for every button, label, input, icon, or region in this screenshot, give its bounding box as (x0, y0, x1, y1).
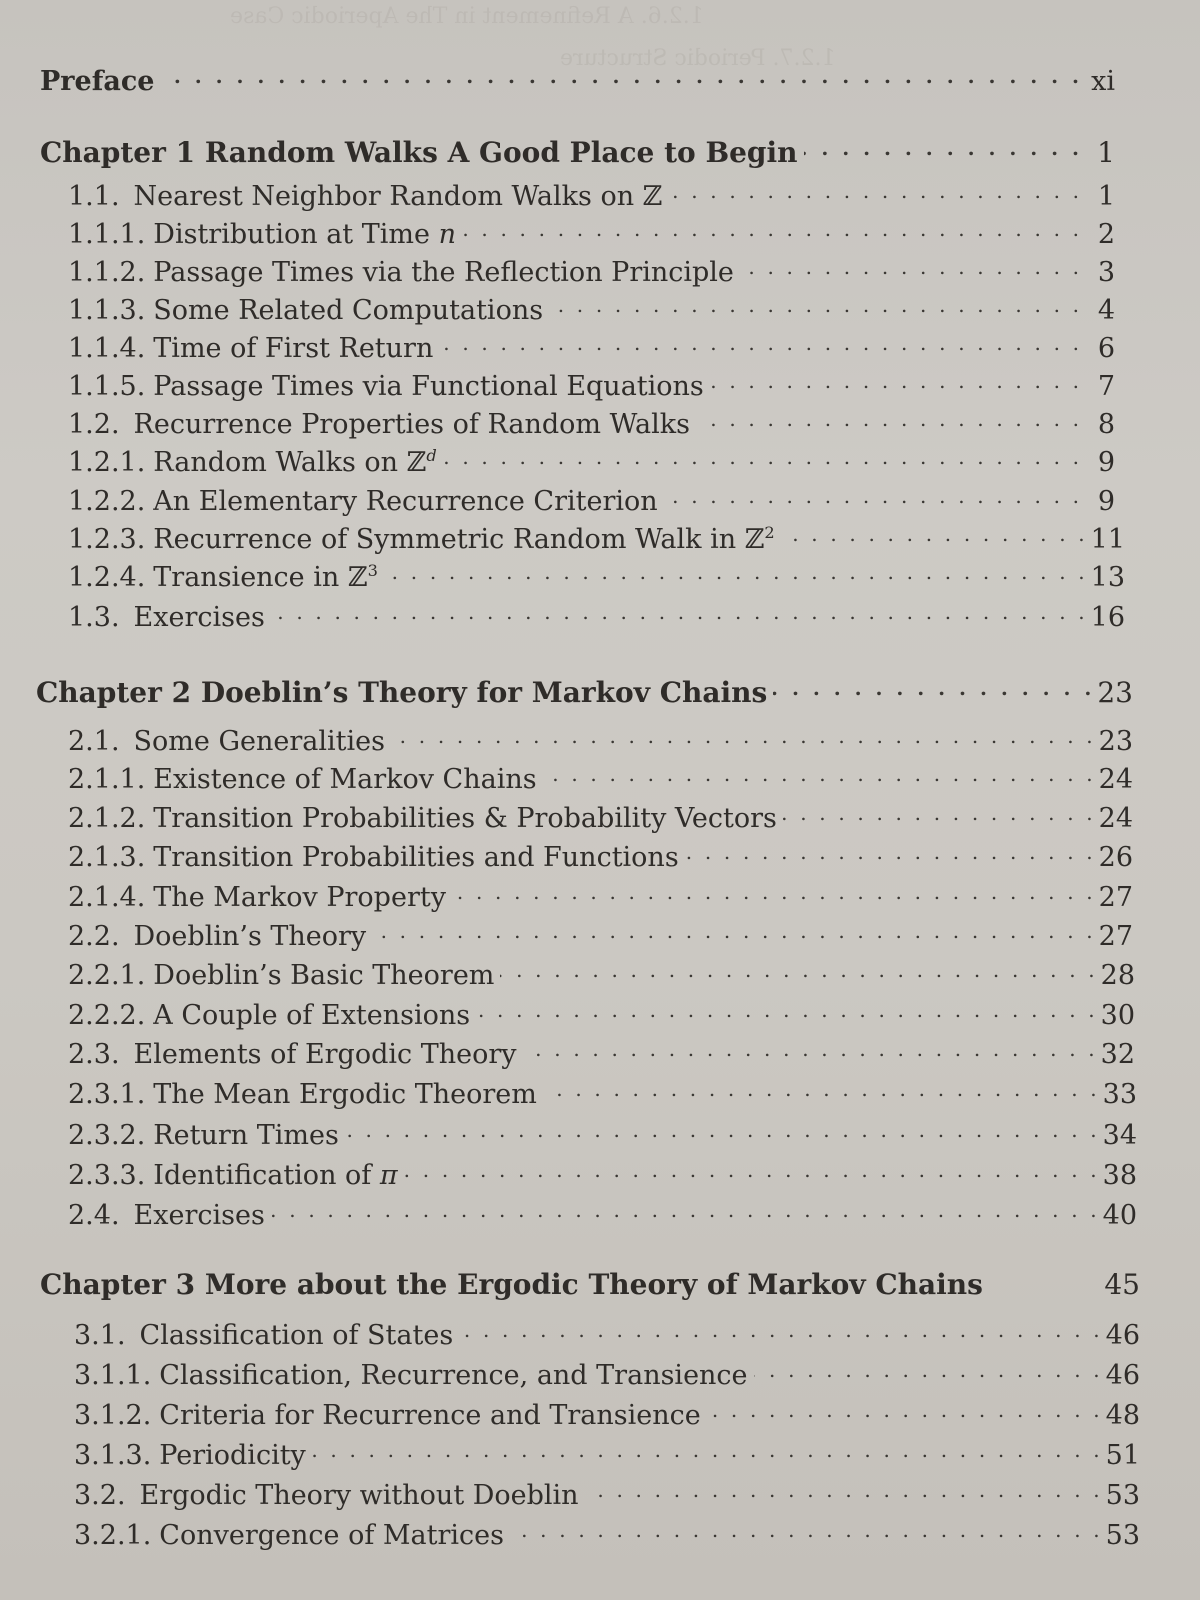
ghost-line: 1.2.7. Periodic Structure (560, 46, 836, 71)
entry-number: 2.1. (68, 726, 120, 757)
toc-entry[interactable] (74, 1320, 1140, 1351)
chapter-title: Chapter 3 More about the Ergodic Theory of Markov Chains (40, 1268, 983, 1301)
entry-title: Exercises (133, 1200, 265, 1231)
page-number: 23 (1097, 676, 1133, 709)
toc-entry[interactable] (68, 1000, 1135, 1031)
toc-entry[interactable] (68, 842, 1133, 873)
entry-title: Ergodic Theory without Doeblin (139, 1480, 579, 1511)
entry-number: 2.3.2. (68, 1120, 146, 1151)
page-number: 28 (1100, 960, 1135, 991)
toc-entry[interactable] (68, 257, 1115, 288)
entry-title: Doeblin’s Basic Theorem (153, 960, 495, 991)
page-number: 30 (1100, 1000, 1135, 1031)
entry-title: Transition Probabilities & Probability Vectors (153, 803, 777, 834)
dot-leader (710, 369, 1079, 393)
entry-title: Nearest Neighbor Random Walks on (133, 181, 643, 212)
page-number: 26 (1098, 842, 1133, 873)
page-number: 23 (1098, 726, 1133, 757)
entry-number: 1.2. (68, 409, 120, 440)
entry-title: Return Times (153, 1120, 339, 1151)
entry-title: Time of First Return (153, 333, 434, 364)
page-number: 16 (1090, 602, 1125, 633)
superscript: 2 (764, 523, 775, 542)
toc-entry[interactable] (74, 1440, 1140, 1471)
entry-title: The Markov Property (153, 882, 446, 913)
dot-leader (476, 998, 1095, 1022)
entry-number: 2.2.2. (68, 1000, 146, 1031)
toc-entry[interactable] (68, 409, 1115, 440)
entry-title: Periodicity (159, 1440, 306, 1471)
toc-entry[interactable] (68, 1039, 1135, 1070)
dot-leader (543, 1077, 1097, 1101)
chapter-heading-3[interactable] (40, 1268, 1140, 1301)
page-number: 46 (1105, 1360, 1140, 1391)
dot-leader (439, 331, 1079, 355)
dot-leader (783, 801, 1093, 825)
page-number: 9 (1097, 447, 1115, 478)
page-number: 33 (1102, 1079, 1137, 1110)
dot-leader (740, 255, 1079, 279)
math-symbol: ℤ (744, 524, 765, 555)
page-number: 45 (1104, 1268, 1140, 1301)
page-number: 8 (1097, 409, 1115, 440)
toc-entry[interactable] (68, 447, 1115, 478)
page-number: 13 (1090, 562, 1125, 593)
entry-number: 2.3.1. (68, 1079, 146, 1110)
entry-title: Identification of (153, 1160, 380, 1191)
entry-number: 2.2. (68, 921, 120, 952)
entry-number: 3.2.1. (74, 1520, 152, 1551)
page-number: 51 (1105, 1440, 1140, 1471)
entry-title: Distribution at Time (153, 219, 439, 250)
entry-number: 1.2.1. (68, 447, 146, 478)
entry-number: 1.2.2. (68, 486, 146, 517)
page-number: 4 (1097, 295, 1115, 326)
entry-number: 1.3. (68, 602, 120, 633)
entry-number: 3.1.1. (74, 1360, 152, 1391)
toc-entry[interactable] (68, 602, 1125, 633)
page-number: 32 (1100, 1039, 1135, 1070)
entry-number: 2.1.4. (68, 882, 146, 913)
dot-leader (707, 1398, 1100, 1422)
entry-title: Recurrence Properties of Random Walks (133, 409, 690, 440)
entry-number: 2.3. (68, 1039, 120, 1070)
dot-leader (668, 179, 1079, 203)
toc-entry[interactable] (68, 764, 1133, 795)
toc-entry[interactable] (68, 1200, 1137, 1231)
dot-leader (549, 293, 1079, 317)
toc-entry-preface[interactable] (40, 66, 1115, 97)
entry-number: 2.1.3. (68, 842, 146, 873)
toc-entry[interactable] (68, 562, 1125, 593)
dot-leader (345, 1118, 1097, 1142)
page-number: 46 (1105, 1320, 1140, 1351)
toc-entry[interactable] (68, 333, 1115, 364)
chapter-heading-2[interactable] (36, 676, 1133, 709)
entry-title: Existence of Markov Chains (153, 764, 537, 795)
dot-leader (459, 1318, 1099, 1342)
page-number: 34 (1102, 1120, 1137, 1151)
dot-leader (804, 136, 1079, 160)
page-number: 3 (1097, 257, 1115, 288)
toc-entry[interactable] (74, 1480, 1140, 1511)
toc-entry[interactable] (74, 1360, 1140, 1391)
entry-title: Exercises (133, 602, 265, 633)
dot-leader (384, 560, 1085, 584)
dot-leader (404, 1158, 1097, 1182)
entry-number: 1.1. (68, 181, 120, 212)
dot-leader (500, 958, 1094, 982)
entry-number: 2.4. (68, 1200, 120, 1231)
page-number: 53 (1105, 1480, 1140, 1511)
superscript: d (426, 446, 437, 465)
page-number: 48 (1105, 1400, 1140, 1431)
chapter-title: Chapter 1 Random Walks A Good Place to Begin (40, 136, 798, 169)
page-number: xi (1091, 66, 1115, 97)
entry-number: 2.1.2. (68, 803, 146, 834)
page-number: 24 (1098, 803, 1133, 834)
entry-number: 1.1.2. (68, 257, 146, 288)
page-number: 7 (1097, 371, 1115, 402)
dot-leader (312, 1438, 1100, 1462)
entry-title: Some Related Computations (153, 295, 544, 326)
toc-entry[interactable] (68, 960, 1135, 991)
entry-title: Transience in (153, 562, 348, 593)
entry-number: 1.1.1. (68, 219, 146, 250)
toc-entry[interactable] (68, 803, 1133, 834)
dot-leader (523, 1037, 1095, 1061)
dot-leader (271, 1198, 1097, 1222)
toc-entry[interactable] (68, 1079, 1137, 1110)
page-number: 11 (1090, 524, 1125, 555)
entry-title: Some Generalities (133, 726, 385, 757)
toc-entry[interactable] (68, 1160, 1137, 1191)
dot-leader (271, 600, 1085, 624)
dot-leader (462, 217, 1079, 241)
entry-number: 3.1.2. (74, 1400, 152, 1431)
toc-entry[interactable] (68, 1120, 1137, 1151)
toc-entry[interactable] (68, 486, 1115, 517)
dot-leader (696, 407, 1079, 431)
entry-title: Recurrence of Symmetric Random Walk in (153, 524, 745, 555)
toc-entry[interactable] (68, 181, 1115, 212)
toc-entry[interactable] (68, 726, 1133, 757)
entry-number: 1.1.3. (68, 295, 146, 326)
entry-title: Random Walks on (153, 447, 407, 478)
math-symbol: π (379, 1160, 398, 1191)
page-number: 6 (1097, 333, 1115, 364)
math-symbol: ℤ (347, 562, 368, 593)
page-number: 24 (1098, 764, 1133, 795)
entry-number: 1.2.4. (68, 562, 146, 593)
entry-title: The Mean Ergodic Theorem (153, 1079, 537, 1110)
entry-title: Transition Probabilities and Functions (153, 842, 679, 873)
entry-title: A Couple of Extensions (153, 1000, 471, 1031)
toc-entry[interactable] (68, 371, 1115, 402)
dot-leader (372, 919, 1092, 943)
entry-number: 1.1.4. (68, 333, 146, 364)
dot-leader (160, 64, 1079, 88)
entry-title: Preface (40, 66, 155, 97)
page-number: 1 (1097, 181, 1115, 212)
page-number: 2 (1097, 219, 1115, 250)
page-number: 27 (1098, 921, 1133, 952)
toc-entry[interactable] (68, 219, 1115, 250)
entry-title: Classification, Recurrence, and Transience (159, 1360, 748, 1391)
toc-entry[interactable] (68, 882, 1133, 913)
math-symbol: ℤ (642, 181, 663, 212)
dot-leader (585, 1478, 1100, 1502)
entry-title: An Elementary Recurrence Criterion (153, 486, 658, 517)
dot-leader (664, 484, 1079, 508)
entry-title: Criteria for Recurrence and Transience (159, 1400, 701, 1431)
dot-leader (773, 676, 1091, 700)
dot-leader (443, 445, 1079, 469)
entry-number: 3.1.3. (74, 1440, 152, 1471)
dot-leader (685, 840, 1093, 864)
ghost-line: 1.2.6. A Refinement in The Aperiodic Case (230, 4, 704, 29)
chapter-title: Chapter 2 Doeblin’s Theory for Markov Chains (36, 676, 768, 709)
superscript: 3 (367, 561, 378, 580)
page-number: 27 (1098, 882, 1133, 913)
dot-leader (452, 880, 1093, 904)
page-number: 40 (1102, 1200, 1137, 1231)
toc-entry[interactable] (68, 921, 1133, 952)
entry-title: Convergence of Matrices (159, 1520, 504, 1551)
entry-number: 1.1.5. (68, 371, 146, 402)
math-symbol: ℤ (406, 447, 427, 478)
dot-leader (510, 1518, 1100, 1542)
entry-title: Doeblin’s Theory (133, 921, 367, 952)
dot-leader (391, 724, 1093, 748)
entry-number: 2.3.3. (68, 1160, 146, 1191)
page-number: 9 (1097, 486, 1115, 517)
toc-entry[interactable] (74, 1400, 1140, 1431)
toc-entry[interactable] (74, 1520, 1140, 1551)
entry-title: Elements of Ergodic Theory (133, 1039, 517, 1070)
entry-number: 3.2. (74, 1480, 126, 1511)
math-symbol: n (438, 219, 456, 250)
dot-leader (754, 1358, 1100, 1382)
entry-number: 2.1.1. (68, 764, 146, 795)
entry-title: Passage Times via Functional Equations (153, 371, 704, 402)
chapter-heading-1[interactable] (40, 136, 1115, 169)
page-number: 38 (1102, 1160, 1137, 1191)
page-number: 1 (1097, 136, 1115, 169)
entry-number: 1.2.3. (68, 524, 146, 555)
toc-entry[interactable] (68, 524, 1125, 555)
entry-number: 3.1. (74, 1320, 126, 1351)
entry-title: Classification of States (139, 1320, 454, 1351)
entry-number: 2.2.1. (68, 960, 146, 991)
dot-leader (781, 522, 1085, 546)
dot-leader (543, 762, 1093, 786)
toc-entry[interactable] (68, 295, 1115, 326)
page-number: 53 (1105, 1520, 1140, 1551)
entry-title: Passage Times via the Reflection Principle (153, 257, 734, 288)
